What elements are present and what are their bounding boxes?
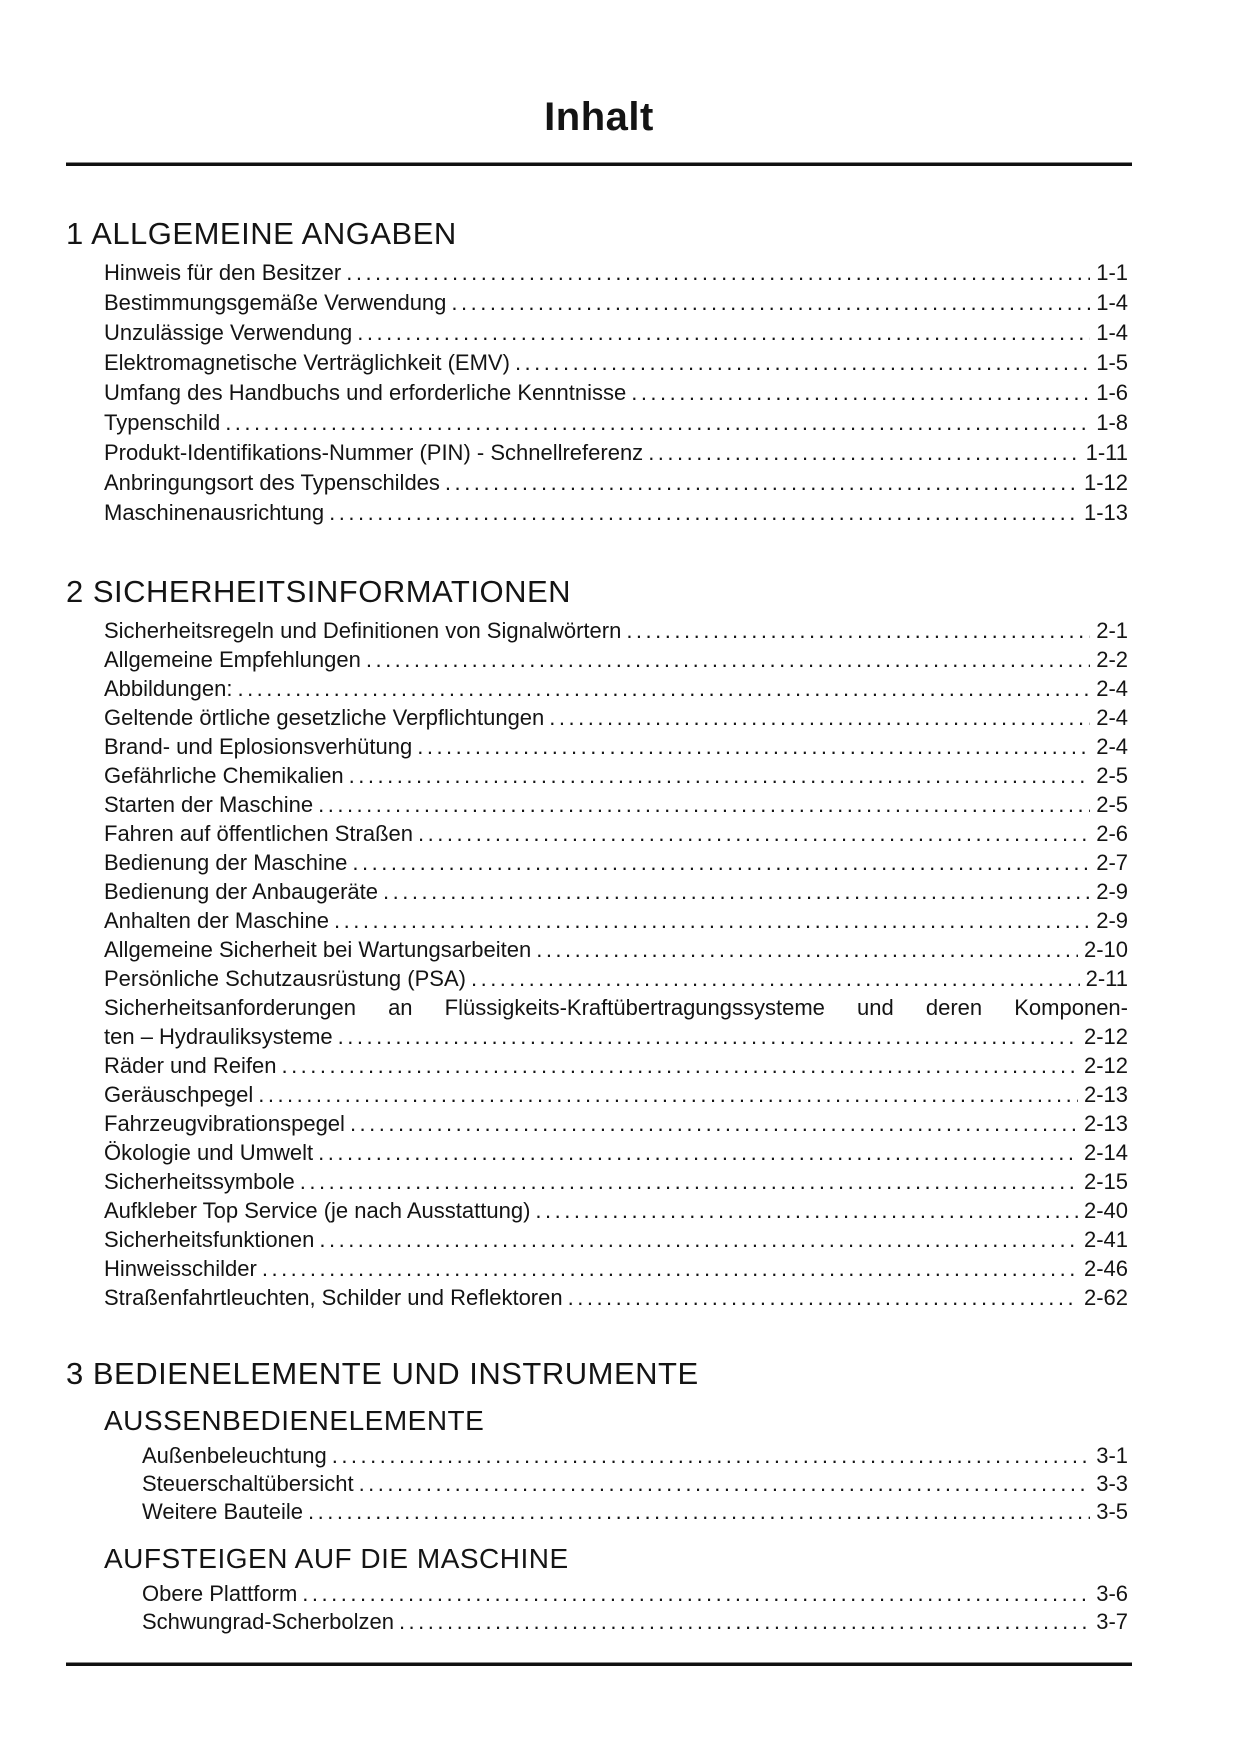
toc-entry-label: Ökologie und Umwelt (104, 1140, 314, 1165)
toc-entry (66, 468, 1132, 498)
section-entries (66, 258, 1132, 528)
horizontal-rule-top (66, 162, 1132, 166)
toc-entry-page: 2-1 (1096, 618, 1128, 643)
toc-entry (66, 935, 1132, 964)
toc-entry-page: 2-41 (1083, 1227, 1128, 1252)
toc-entry-label: Abbildungen: (104, 676, 233, 701)
toc-entry (66, 1080, 1132, 1109)
section-heading: 1 ALLGEMEINE ANGABEN (66, 216, 457, 251)
toc-entry (66, 1196, 1132, 1225)
toc-entry-wrapped-line1: Sicherheitsanforderungen an Flüssigkeits-Kraftübertragungssysteme und deren Komponen- (104, 995, 1128, 1020)
toc-entry-page: 2-15 (1083, 1169, 1128, 1194)
toc-entry (66, 645, 1132, 674)
toc-entry-page: 2-10 (1083, 937, 1128, 962)
section-heading: 2 SICHERHEITSINFORMATIONEN (66, 574, 572, 609)
toc-entry-label: Obere Plattform (142, 1581, 298, 1606)
toc-entry-label: Weitere Bauteile (142, 1499, 304, 1524)
subsection-heading-aufsteigen-auf-die-maschine: AUFSTEIGEN AUF DIE MASCHINE (104, 1543, 569, 1574)
toc-entry-page: 2-40 (1083, 1198, 1128, 1223)
toc-entry-label: Unzulässige Verwendung (104, 320, 353, 345)
page-title: Inhalt (544, 95, 654, 139)
dot-leader (318, 1138, 1078, 1167)
dot-leader (350, 1109, 1078, 1138)
toc-entry (66, 703, 1132, 732)
toc-entry (66, 1138, 1132, 1167)
dot-leader (225, 408, 1090, 438)
toc-entry-label: Hinweis für den Besitzer (104, 260, 342, 285)
dot-leader (631, 378, 1090, 408)
toc-entry (66, 288, 1132, 318)
toc-entry-page: 2-12 (1083, 1024, 1128, 1049)
toc-entry (66, 1167, 1132, 1196)
toc-entry-label: Typenschild (104, 410, 221, 435)
toc-entry-page: 3-6 (1096, 1581, 1128, 1606)
subsection-entries (66, 1442, 1132, 1526)
toc-entry (66, 877, 1132, 906)
toc-entry-page: 1-6 (1096, 380, 1128, 405)
dot-leader (445, 468, 1078, 498)
toc-entry-page: 2-5 (1096, 763, 1128, 788)
toc-entry-page: 2-6 (1096, 821, 1128, 846)
toc-entry-label: Brand- und Eplosionsverhütung (104, 734, 413, 759)
toc-entry (66, 616, 1132, 645)
toc-entry-page: 1-13 (1083, 500, 1128, 525)
dot-leader (281, 1051, 1078, 1080)
toc-entry-label: Hinweisschilder (104, 1256, 257, 1281)
dot-leader (262, 1254, 1078, 1283)
toc-entry-page: 1-1 (1096, 260, 1128, 285)
dot-leader (300, 1167, 1078, 1196)
toc-entry-page: 2-7 (1096, 850, 1128, 875)
dot-leader (349, 761, 1091, 790)
dot-leader (515, 348, 1090, 378)
toc-entry-page: 2-62 (1083, 1285, 1128, 1310)
dot-leader (258, 1080, 1078, 1109)
dot-leader (383, 877, 1090, 906)
toc-entry-label: Bestimmungsgemäße Verwendung (104, 290, 447, 315)
toc-entry-wrapped-line2 (66, 1022, 1132, 1051)
dot-leader (308, 1498, 1090, 1526)
toc-entry-label: Anbringungsort des Typenschildes (104, 470, 440, 495)
toc-entry (66, 819, 1132, 848)
toc-entry-label: Sicherheitssymbole (104, 1169, 295, 1194)
toc-entry (66, 1051, 1132, 1080)
toc-entry-label: Außenbeleuchtung (142, 1443, 327, 1468)
toc-entry-page: 2-13 (1083, 1082, 1128, 1107)
toc-entry (66, 1225, 1132, 1254)
toc-entry-page: 2-2 (1096, 647, 1128, 672)
toc-entry (66, 1254, 1132, 1283)
toc-entry-label: Umfang des Handbuchs und erforderliche Kenntnisse (104, 380, 627, 405)
toc-entry-label: Sicherheitsregeln und Definitionen von Signalwörtern (104, 618, 622, 643)
toc-entry-label: Sicherheitsfunktionen (104, 1227, 315, 1252)
dot-leader (237, 674, 1090, 703)
toc-entry-label: Geltende örtliche gesetzliche Verpflichtungen (104, 705, 545, 730)
toc-entry-label: Allgemeine Empfehlungen (104, 647, 361, 672)
toc-entry-label: Produkt-Identifikations-Nummer (PIN) - Schnellreferenz (104, 440, 644, 465)
section-bedienelemente-und-instrumente (66, 1356, 1132, 1636)
dot-leader (338, 1022, 1078, 1051)
toc-entry-label: ten – Hydrauliksysteme (104, 1024, 333, 1049)
toc-entry-page: 1-4 (1096, 290, 1128, 315)
dot-leader (451, 288, 1090, 318)
dot-leader (568, 1283, 1078, 1312)
dot-leader (318, 790, 1090, 819)
dot-leader (302, 1580, 1090, 1608)
toc-entry-page: 2-4 (1096, 705, 1128, 730)
dot-leader (417, 732, 1090, 761)
dot-leader (549, 703, 1090, 732)
toc-entry (66, 761, 1132, 790)
dot-leader (357, 318, 1090, 348)
toc-entry (66, 1470, 1132, 1498)
section-sicherheitsinformationen (66, 574, 1132, 1312)
toc-entry-page: 1-4 (1096, 320, 1128, 345)
dot-leader (366, 645, 1090, 674)
dot-leader (626, 616, 1090, 645)
toc-entry-label: Bedienung der Maschine (104, 850, 348, 875)
section-entries (66, 616, 1132, 1312)
toc-entry (66, 848, 1132, 877)
toc-entry-label: Geräuschpegel (104, 1082, 254, 1107)
toc-entry (66, 378, 1132, 408)
toc-entry-label: Fahrzeugvibrationspegel (104, 1111, 345, 1136)
dot-leader (332, 1442, 1091, 1470)
toc-entry (66, 258, 1132, 288)
toc-entry-label: Gefährliche Chemikalien (104, 763, 344, 788)
toc-entry-label: Maschinenausrichtung (104, 500, 325, 525)
toc-entry-page: 3-3 (1096, 1471, 1128, 1496)
dot-leader (471, 964, 1080, 993)
toc-entry-page: 2-4 (1096, 734, 1128, 759)
toc-entry-label: Aufkleber Top Service (je nach Ausstattung) (104, 1198, 531, 1223)
subsection-heading-aussenbedienelemente: AUSSENBEDIENELEMENTE (104, 1405, 485, 1436)
toc-entry-page: 2-9 (1096, 879, 1128, 904)
toc-entry-page: 2-14 (1083, 1140, 1128, 1165)
dot-leader (535, 1196, 1078, 1225)
toc-entry (66, 1608, 1132, 1636)
toc-entry (66, 906, 1132, 935)
dot-leader (418, 819, 1090, 848)
toc-page (66, 0, 1132, 1666)
toc-entry-page: 1-8 (1096, 410, 1128, 435)
subsection-entries (66, 1580, 1132, 1636)
toc-entry-page: 2-9 (1096, 908, 1128, 933)
toc-entry-label: Steuerschaltübersicht (142, 1471, 354, 1496)
toc-entry-label: Persönliche Schutzausrüstung (PSA) (104, 966, 466, 991)
toc-entry-label: Bedienung der Anbaugeräte (104, 879, 379, 904)
toc-entry-label: Elektromagnetische Verträglichkeit (EMV) (104, 350, 510, 375)
dot-leader (359, 1470, 1091, 1498)
dot-leader (352, 848, 1090, 877)
toc-entry-page: 2-46 (1083, 1256, 1128, 1281)
toc-entry-page: 1-11 (1085, 440, 1128, 465)
toc-entry (66, 318, 1132, 348)
toc-entry (66, 674, 1132, 703)
dot-leader (329, 498, 1078, 528)
toc-entry-label: Anhalten der Maschine (104, 908, 330, 933)
toc-entry-page: 1-12 (1083, 470, 1128, 495)
toc-entry-page: 3-7 (1096, 1609, 1128, 1634)
dot-leader (536, 935, 1078, 964)
toc-entry-page: 1-5 (1096, 350, 1128, 375)
section-heading: 3 BEDIENELEMENTE UND INSTRUMENTE (66, 1356, 699, 1391)
toc-entry-page: 3-5 (1096, 1499, 1128, 1524)
toc-entry-page: 2-13 (1083, 1111, 1128, 1136)
dot-leader (648, 438, 1079, 468)
dot-leader (334, 906, 1090, 935)
toc-entry (66, 1498, 1132, 1526)
toc-entry (66, 408, 1132, 438)
toc-entry-page: 2-12 (1083, 1053, 1128, 1078)
toc-entry (66, 498, 1132, 528)
horizontal-rule-bottom (66, 1662, 1132, 1666)
toc-entry (66, 790, 1132, 819)
toc-entry (66, 732, 1132, 761)
dot-leader (399, 1608, 1090, 1636)
toc-entry (66, 964, 1132, 993)
dot-leader (319, 1225, 1078, 1254)
toc-entry (66, 1283, 1132, 1312)
toc-entry-page: 2-5 (1096, 792, 1128, 817)
dot-leader (346, 258, 1090, 288)
toc-entry-page: 3-1 (1096, 1443, 1128, 1468)
toc-entry (66, 1442, 1132, 1470)
section-allgemeine-angaben (66, 216, 1132, 528)
toc-entry (66, 1580, 1132, 1608)
toc-entry-label: Schwungrad-Scherbolzen (142, 1609, 394, 1634)
toc-entry-label: Starten der Maschine (104, 792, 314, 817)
toc-entry (66, 1109, 1132, 1138)
toc-entry-label: Allgemeine Sicherheit bei Wartungsarbeiten (104, 937, 532, 962)
toc-entry-label: Räder und Reifen (104, 1053, 277, 1078)
toc-entry-label: Fahren auf öffentlichen Straßen (104, 821, 414, 846)
toc-entry-label: Straßenfahrtleuchten, Schilder und Reflektoren (104, 1285, 563, 1310)
toc-entry (66, 438, 1132, 468)
toc-entry-page: 2-11 (1085, 966, 1128, 991)
toc-entry (66, 348, 1132, 378)
toc-entry-page: 2-4 (1096, 676, 1128, 701)
